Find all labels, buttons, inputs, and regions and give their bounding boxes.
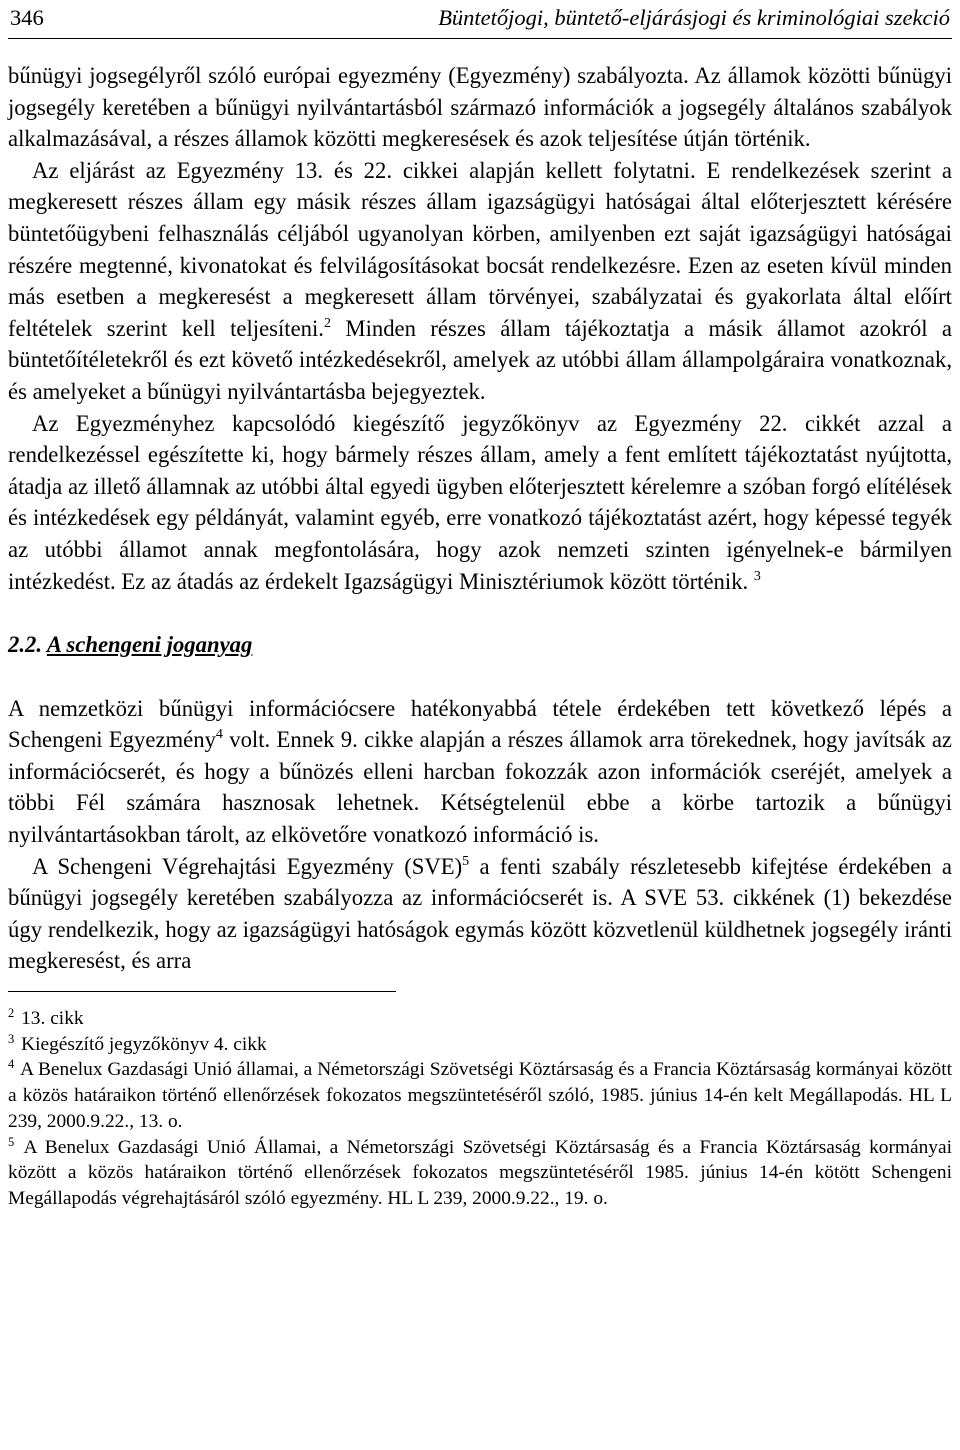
paragraph-4-text-b: volt. Ennek 9. cikke alapján a részes államok arra törekednek, hogy javítsák az információcserét, és hogy a bűnözés elleni harcban fokozzák azon információk cseréjét, amelyek a többi Fél számára hasznosak lehetnek. Kétségtelenül ebbe a körbe tartozik a bűnügyi nyilvántartásokban tárolt, az elkövetőre vonatkozó információ is. <box>8 727 952 848</box>
footnote-number: 4 <box>8 1057 15 1072</box>
paragraph-2-text-b: Minden részes állam tájékoztatja a másik államot azokról a büntetőítéletekről és ezt követő intézkedésekről, amelyek az utóbbi állam állampolgáraira vonatkoznak, és amelyeket a bűnügyi nyilvántartásba bejegyeztek. <box>8 315 952 404</box>
paragraph-4-text-a: A nemzetközi bűnügyi információcsere hatékonyabbá tétele érdekében tett következő lépés a Schengeni Egyezmény <box>8 695 952 753</box>
footnote-ref-5[interactable]: 5 <box>462 853 470 869</box>
footnote <box>8 1006 952 1032</box>
footnote-number: 2 <box>8 1006 15 1021</box>
paragraph-3-text: Az Egyezményhez kapcsolódó kiegészítő jegyzőkönyv az Egyezmény 22. cikkét azzal a rendelkezéssel egészítette ki, hogy bármely részes állam, amely a fent említett tájékoztatást nyújtotta, átadja az illető államnak az utóbbi által egyedi ügyben előterjesztett kérelemre a szóban forgó elítélések és intézkedések egy példányát, valamint egyéb, erre vonatkozó tájékoztatást azért, hogy képessé tegyék az utóbbi államot annak megfontolására, hogy azok nemzeti szinten igényelnek-e bármilyen intézkedést. Ez az átadás az érdekelt Igazságügyi Minisztériumok között történik. <box>8 410 952 594</box>
footnote <box>8 1135 952 1212</box>
footnotes <box>8 1006 952 1212</box>
heading-number: 2.2. <box>8 632 43 658</box>
paragraph-5 <box>8 851 952 977</box>
body-text <box>8 60 952 977</box>
footnote-text: Kiegészítő jegyzőkönyv 4. cikk <box>21 1033 267 1055</box>
footnote-text: A Benelux Gazdasági Unió Államai, a Németországi Szövetségi Köztársaság és a Francia Köztársaság kormányai között a közös határaikon történő ellenőrzések fokozatos megszüntetéséről 1985. június 14-én kötött Schengeni Megállapodás végrehajtásáról szóló egyezmény. HL L 239, 2000.9.22., 19. o. <box>8 1136 952 1209</box>
paragraph-4 <box>8 693 952 851</box>
footnote <box>8 1057 952 1134</box>
footnote-separator <box>8 991 396 992</box>
footnote-number: 5 <box>8 1134 15 1149</box>
page-number: 346 <box>10 5 44 30</box>
spacer <box>8 661 952 693</box>
paragraph-5-text-b: a fenti szabály részletesebb kifejtése érdekében a bűnügyi jogsegély keretében szabályozza az információcserét is. A SVE 53. cikkének (1) bekezdése úgy rendelkezik, hogy az igazságügyi hatóságok egymás között közvetlenül küldhetnek jogsegély iránti megkeresést, és arra <box>8 853 952 974</box>
footnote-ref-4[interactable]: 4 <box>215 727 223 743</box>
footnote-text: 13. cikk <box>21 1008 84 1030</box>
paragraph-3 <box>8 408 952 598</box>
footnote-text: A Benelux Gazdasági Unió államai, a Németországi Szövetségi Köztársaság és a Francia Köztársaság kormányai között a közös határaikon történő ellenőrzések fokozatos megszüntetéséről szóló, 1985. június 14-én kelt Megállapodás. HL L 239, 2000.9.22., 13. o. <box>8 1059 953 1132</box>
subsection-heading <box>8 629 952 661</box>
paragraph-5-text-a: A Schengeni Végrehajtási Egyezmény (SVE) <box>32 853 463 879</box>
paragraph-2 <box>8 155 952 408</box>
heading-title: A schengeni joganyag <box>46 632 253 658</box>
footnote-ref-3[interactable]: 3 <box>753 568 761 584</box>
running-header <box>8 0 952 39</box>
paragraph-1: bűnügyi jogsegélyről szóló európai egyezmény (Egyezmény) szabályozta. Az államok közötti bűnügyi jogsegély keretében a bűnügyi nyilvántartásból származó információk a jogsegély általános szabályok alkalmazásával, a részes államok közötti megkeresések és azok teljesítése útján történik. <box>8 63 952 152</box>
section-title: Büntetőjogi, büntető-eljárásjogi és kriminológiai szekció <box>438 5 950 30</box>
footnote <box>8 1032 952 1058</box>
footnote-ref-2[interactable]: 2 <box>323 315 331 331</box>
paragraph-2-text-a: Az eljárást az Egyezmény 13. és 22. cikkei alapján kellett folytatni. E rendelkezések szerint a megkeresett részes állam egy másik részes állam igazságügyi hatóságai által előterjesztett kérésére büntetőügybeni felhasználás céljából ugyanolyan körben, amilyenben ezt saját igazságügyi hatóságai részére megtenné, kivonatokat és felvilágosításokat bocsát rendelkezésre. Ezen az eseten kívül minden más esetben a megkeresést a megkeresett állam törvényei, szabályzatai és gyakorlata által előírt feltételek szerint kell teljesíteni. <box>8 157 952 341</box>
footnote-number: 3 <box>8 1031 15 1046</box>
spacer <box>8 597 952 629</box>
